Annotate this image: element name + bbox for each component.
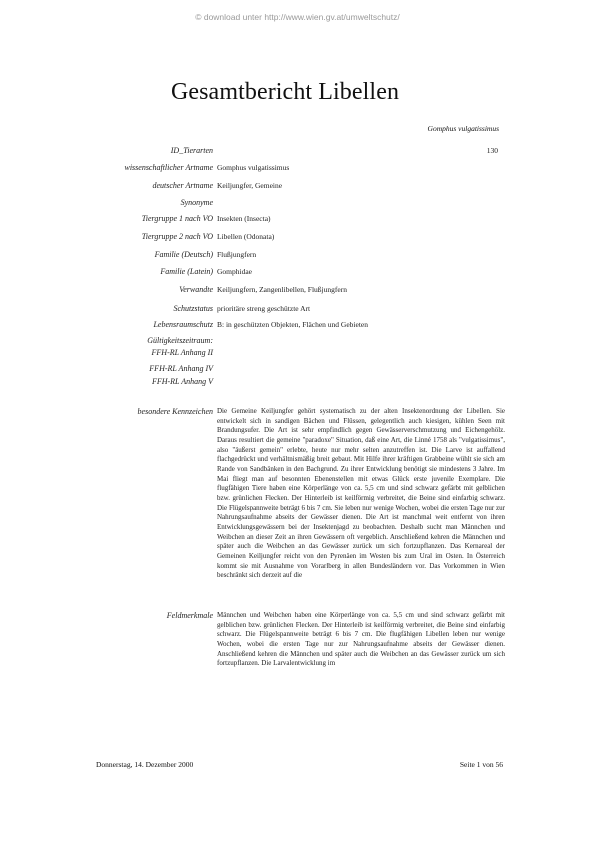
related-value: Keiljungfern, Zangenlibellen, Flußjungfern (217, 285, 347, 294)
validity-label: Gültigkeitszeitraum: (147, 336, 213, 345)
ffh-annex-4-label: FFH-RL Anhang IV (149, 364, 213, 373)
animal-group-2-value: Libellen (Odonata) (217, 232, 275, 241)
footer-date: Donnerstag, 14. Dezember 2000 (96, 760, 194, 769)
row-ffh-annex-2 (0, 348, 595, 362)
row-scientific-name (0, 163, 595, 177)
row-habitat-protection (0, 320, 595, 334)
row-animal-group-1 (0, 214, 595, 228)
row-animal-group-2 (0, 232, 595, 246)
special-features-text: Die Gemeine Keiljungfer gehört systematisch zu der alten Insektenordnung der Libellen. Sie entwickelt sich in sandigen Bächen und Flüssen, gelegentlich auch kiesigen, kühlen Seen mit Brandungsufer. Die Art ist sehr empfindlich gegen Gewässerverschmutzung und Eichengehölz. Daraus resultiert die gemeine "paradoxe" Situation, daß eine Art, die Linné 1758 als "vulgatissimus", also "äußerst gemein" erlebte, heute nur mehr selten anzutreffen ist. Die Larve ist auffallend flachgedrückt und verhältnismäßig breit gebaut. Mit Hilfe ihrer kräftigen Grabbeine wühlt sie sich am Rande von Sandbänken in den Bachgrund. Zu ihrer Entwicklung benötigt sie mindestens 3 Jahre. Im Mai fliegt man auf besonnten Ebenenstellen mit etwas Glück erste juvenile Exemplare. Die flugfähigen Tiere haben eine Körperlänge von ca. 5,5 cm und sind schwarz gefärbt mit gelblichen bzw. grünlichen Flecken. Der Hinterleib ist keilförmig verbreitet, die Beine sind einfarbig schwarz. Die Flügelspannweite beträgt 6 bis 7 cm. Sie leben nur wenige Wochen, wobei die ersten Tage nur zur Nahrungsaufnahme abseits der Gewässer dienen. Die Art ist manchmal weit entfernt von ihren Entwicklungsgewässern bei der Insektenjagd zu beobachten. Deshalb sucht man Männchen und Weibchen an dieser Zeit an ihren Gewässern oft vergeblich. Anschließend kehren die Männchen und später auch die Weibchen an das Gewässer zurück um sich fortzupflanzen. Das Kernareal der Gemeinen Keiljungfer reicht von den Pyrenäen im Westen bis zum Ural im Osten. In Österreich kommt sie mit Ausnahme von Vorarlberg in allen Bundesländern vor. Das Vorkommen in Wien beschränkt sich derzeit auf die (217, 407, 505, 580)
row-related (0, 285, 595, 299)
row-family-german (0, 250, 595, 264)
id-value: 130 (486, 146, 498, 155)
row-protection-status (0, 304, 595, 318)
family-german-value: Flußjungfern (217, 250, 257, 259)
special-features-label: besondere Kennzeichen (137, 407, 213, 416)
ffh-annex-5-label: FFH-RL Anhang V (151, 377, 213, 386)
german-name-label: deutscher Artname (152, 181, 213, 190)
row-synonyms (0, 198, 595, 212)
synonyms-label: Synonyme (180, 198, 213, 207)
footer-page-number: Seite 1 von 56 (459, 760, 503, 769)
watermark-url: © download unter http://www.wien.gv.at/umweltschutz/ (195, 12, 400, 22)
animal-group-1-value: Insekten (Insecta) (217, 214, 271, 223)
id-label: ID_Tierarten (170, 146, 213, 155)
page-title: Gesamtbericht Libellen (170, 79, 400, 105)
german-name-value: Keiljungfer, Gemeine (217, 181, 283, 190)
protection-status-label: Schutzstatus (173, 304, 213, 313)
family-german-label: Familie (Deutsch) (154, 250, 213, 259)
scientific-name-value: Gomphus vulgatissimus (217, 163, 290, 172)
habitat-protection-value: B: in geschützten Objekten, Flächen und Gebieten (217, 320, 368, 329)
row-ffh-annex-4 (0, 364, 595, 378)
family-latin-value: Gomphidae (217, 267, 252, 276)
animal-group-1-label: Tiergruppe 1 nach VO (141, 214, 213, 223)
animal-group-2-label: Tiergruppe 2 nach VO (141, 232, 213, 241)
row-german-name (0, 181, 595, 195)
field-marks-text: Männchen und Weibchen haben eine Körperlänge von ca. 5,5 cm und sind schwarz gefärbt mit gelblichen bzw. grünlichen Flecken. Der Hinterleib ist keilförmig verbreitet, die Beine sind einfarbig schwarz. Die Flügelspannweite beträgt 6 bis 7 cm. Die flugfähigen Libellen leben nur wenige Wochen, wobei die ersten Tage nur zur Nahrungsaufnahme abseits der Gewässer dienen. Anschließend kehren die Männchen und später auch die Weibchen an das Gewässer zurück um sich fortzupflanzen. Die Larvalentwicklung im (217, 611, 505, 668)
row-family-latin (0, 267, 595, 281)
field-marks-label: Feldmerkmale (166, 611, 213, 620)
habitat-protection-label: Lebensraumschutz (153, 320, 213, 329)
row-id (0, 146, 595, 160)
row-ffh-annex-5 (0, 377, 595, 391)
scientific-name-label: wissenschaftlicher Artname (124, 163, 213, 172)
family-latin-label: Familie (Latein) (160, 267, 213, 276)
species-header: Gomphus vulgatissimus (427, 124, 499, 133)
ffh-annex-2-label: FFH-RL Anhang II (151, 348, 213, 357)
related-label: Verwandte (179, 285, 213, 294)
protection-status-value: prioritäre streng geschützte Art (217, 304, 311, 313)
